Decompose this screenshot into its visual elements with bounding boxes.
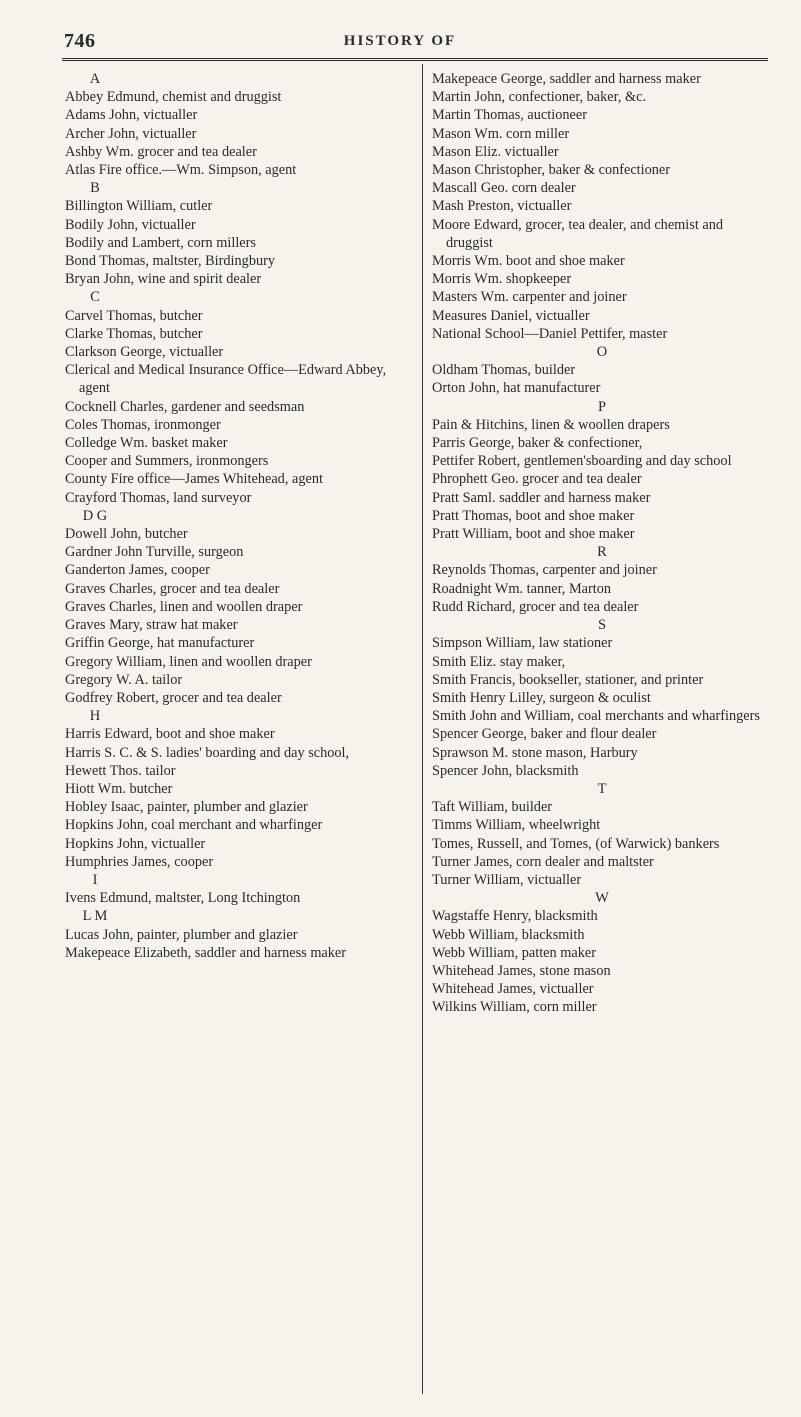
directory-entry: Taft William, builder <box>432 799 553 816</box>
directory-entry: Harris S. C. & S. ladies' boarding and day school, <box>65 744 350 761</box>
directory-entry: Pratt Thomas, boot and shoe maker <box>432 507 635 524</box>
directory-entry: Smith Francis, bookseller, stationer, and printer <box>432 671 704 688</box>
directory-entry: Roadnight Wm. tanner, Marton <box>432 580 612 597</box>
directory-entry: Wagstaffe Henry, blacksmith <box>432 908 598 925</box>
directory-entry: Whitehead James, stone mason <box>432 962 611 979</box>
directory-entry: Martin John, confectioner, baker, &c. <box>432 89 647 106</box>
directory-entry: Oldham Thomas, builder <box>432 362 576 379</box>
directory-entry: Godfrey Robert, grocer and tea dealer <box>65 689 282 706</box>
directory-entry: Smith Henry Lilley, surgeon & oculist <box>432 689 651 706</box>
directory-entry: Morris Wm. shopkeeper <box>432 271 572 288</box>
directory-entry: Bond Thomas, maltster, Birdingbury <box>65 253 276 270</box>
directory-entry: Archer John, victualler <box>65 125 197 142</box>
directory-entry: Coles Thomas, ironmonger <box>65 416 221 433</box>
directory-entry: Harris Edward, boot and shoe maker <box>65 726 275 743</box>
section-letter: P <box>597 398 607 415</box>
directory-entry: Ashby Wm. grocer and tea dealer <box>65 143 257 160</box>
directory-entry: Ivens Edmund, maltster, Long Itchington <box>65 890 301 907</box>
directory-entry: Rudd Richard, grocer and tea dealer <box>432 598 639 615</box>
directory-entry: Bodily and Lambert, corn millers <box>65 234 256 251</box>
directory-entry: Griffin George, hat manufacturer <box>65 635 255 652</box>
directory-entry: Makepeace George, saddler and harness maker <box>432 71 701 87</box>
directory-entry: Cooper and Summers, ironmongers <box>65 453 269 470</box>
directory-entry: Hobley Isaac, painter, plumber and glazier <box>65 799 308 816</box>
section-letter: L M <box>82 908 108 925</box>
column-divider <box>422 64 423 1394</box>
page-header <box>30 30 770 54</box>
directory-entry: Abbey Edmund, chemist and druggist <box>65 89 282 106</box>
directory-entry: Hiott Wm. butcher <box>65 780 173 797</box>
directory-entry: Atlas Fire office.—Wm. Simpson, agent <box>65 162 297 179</box>
directory-entry: Mason Wm. corn miller <box>432 125 570 142</box>
section-letter: O <box>596 344 608 361</box>
running-title: HISTORY OF <box>343 33 457 49</box>
directory-entry: Makepeace Elizabeth, saddler and harness maker <box>65 944 347 961</box>
directory-entry: Bodily John, victualler <box>65 216 196 233</box>
directory-entry: Pratt William, boot and shoe maker <box>432 526 635 543</box>
directory-entry: Measures Daniel, victualler <box>432 307 590 324</box>
directory-entry: Gardner John Turville, surgeon <box>65 544 244 561</box>
directory-entry: Adams John, victualler <box>65 107 198 124</box>
section-letter: W <box>595 890 609 907</box>
directory-entry: Martin Thomas, auctioneer <box>432 107 587 124</box>
page-number: 746 <box>64 30 96 52</box>
directory-entry: Pratt Saml. saddler and harness maker <box>432 489 651 506</box>
directory-entry: Whitehead James, victualler <box>432 981 594 998</box>
directory-entry: Timms William, wheelwright <box>432 817 601 834</box>
directory-entry: Graves Charles, linen and woollen draper <box>65 598 303 615</box>
directory-entry: Clerical and Medical Insurance Office—Edward Abbey, agent <box>65 362 387 397</box>
directory-entry: Smith John and William, coal merchants and wharfingers <box>432 708 760 725</box>
directory-entry: Smith Eliz. stay maker, <box>432 653 566 670</box>
directory-entry: Mash Preston, victualler <box>432 198 572 215</box>
directory-entry: Webb William, patten maker <box>432 944 596 961</box>
section-letter: B <box>90 180 100 197</box>
directory-entry: Billington William, cutler <box>65 198 213 215</box>
directory-entry: Clarke Thomas, butcher <box>65 325 203 342</box>
directory-entry: Simpson William, law stationer <box>432 635 613 652</box>
directory-entry: Turner James, corn dealer and maltster <box>432 853 654 870</box>
directory-entry: Bryan John, wine and spirit dealer <box>65 271 262 288</box>
directory-entry: Pettifer Robert, gentlemen'sboarding and day school <box>432 453 732 470</box>
section-letter: H <box>89 708 101 725</box>
directory-entry: Morris Wm. boot and shoe maker <box>432 253 625 270</box>
directory-entry: Orton John, hat manufacturer <box>432 380 601 397</box>
directory-entry: Webb William, blacksmith <box>432 926 585 943</box>
section-letter: I <box>92 871 98 888</box>
directory-entry: Hopkins John, coal merchant and wharfinger <box>65 817 323 834</box>
directory-entry: Sprawson M. stone mason, Harbury <box>432 744 638 761</box>
directory-entry: Lucas John, painter, plumber and glazier <box>65 926 298 943</box>
directory-entry: Tomes, Russell, and Tomes, (of Warwick) bankers <box>432 835 720 852</box>
directory-entry: National School—Daniel Pettifer, master <box>432 325 668 342</box>
directory-entry: Pain & Hitchins, linen & woollen drapers <box>432 416 670 433</box>
directory-entry: Carvel Thomas, butcher <box>65 307 203 324</box>
directory-entry: County Fire office—James Whitehead, agent <box>65 471 323 488</box>
directory-entry: Colledge Wm. basket maker <box>65 435 228 452</box>
directory-entry: Hewett Thos. tailor <box>65 762 176 779</box>
directory-entry: Reynolds Thomas, carpenter and joiner <box>432 562 657 579</box>
section-letter: R <box>597 544 607 561</box>
left-column <box>65 70 417 962</box>
directory-entry: Parris George, baker & confectioner, <box>432 435 643 452</box>
directory-entry: Graves Mary, straw hat maker <box>65 617 238 634</box>
section-letter: S <box>597 617 607 634</box>
directory-entry: Masters Wm. carpenter and joiner <box>432 289 627 306</box>
directory-entry: Wilkins William, corn miller <box>432 999 597 1016</box>
section-letter: A <box>89 71 101 87</box>
directory-entry: Gregory W. A. tailor <box>65 671 183 688</box>
directory-entry: Spencer George, baker and flour dealer <box>432 726 657 743</box>
directory-entry: Phrophett Geo. grocer and tea dealer <box>432 471 642 488</box>
directory-entry: Mason Eliz. victualler <box>432 143 559 160</box>
section-letter: D G <box>82 507 108 524</box>
section-letter: C <box>90 289 100 306</box>
header-rule <box>62 58 768 61</box>
right-column <box>432 70 770 1017</box>
directory-entry: Spencer John, blacksmith <box>432 762 579 779</box>
directory-entry: Ganderton James, cooper <box>65 562 210 579</box>
directory-entry: Gregory William, linen and woollen draper <box>65 653 312 670</box>
directory-entry: Clarkson George, victualler <box>65 344 224 361</box>
directory-entry: Mason Christopher, baker & confectioner <box>432 162 671 179</box>
directory-entry: Cocknell Charles, gardener and seedsman <box>65 398 305 415</box>
directory-entry: Mascall Geo. corn dealer <box>432 180 576 197</box>
directory-entry: Turner William, victualler <box>432 871 582 888</box>
directory-entry: Dowell John, butcher <box>65 526 188 543</box>
section-letter: T <box>597 780 607 797</box>
directory-entry: Hopkins John, victualler <box>65 835 206 852</box>
directory-entry: Moore Edward, grocer, tea dealer, and chemist and druggist <box>432 216 724 251</box>
directory-entry: Crayford Thomas, land surveyor <box>65 489 252 506</box>
directory-entry: Humphries James, cooper <box>65 853 214 870</box>
directory-entry: Graves Charles, grocer and tea dealer <box>65 580 280 597</box>
